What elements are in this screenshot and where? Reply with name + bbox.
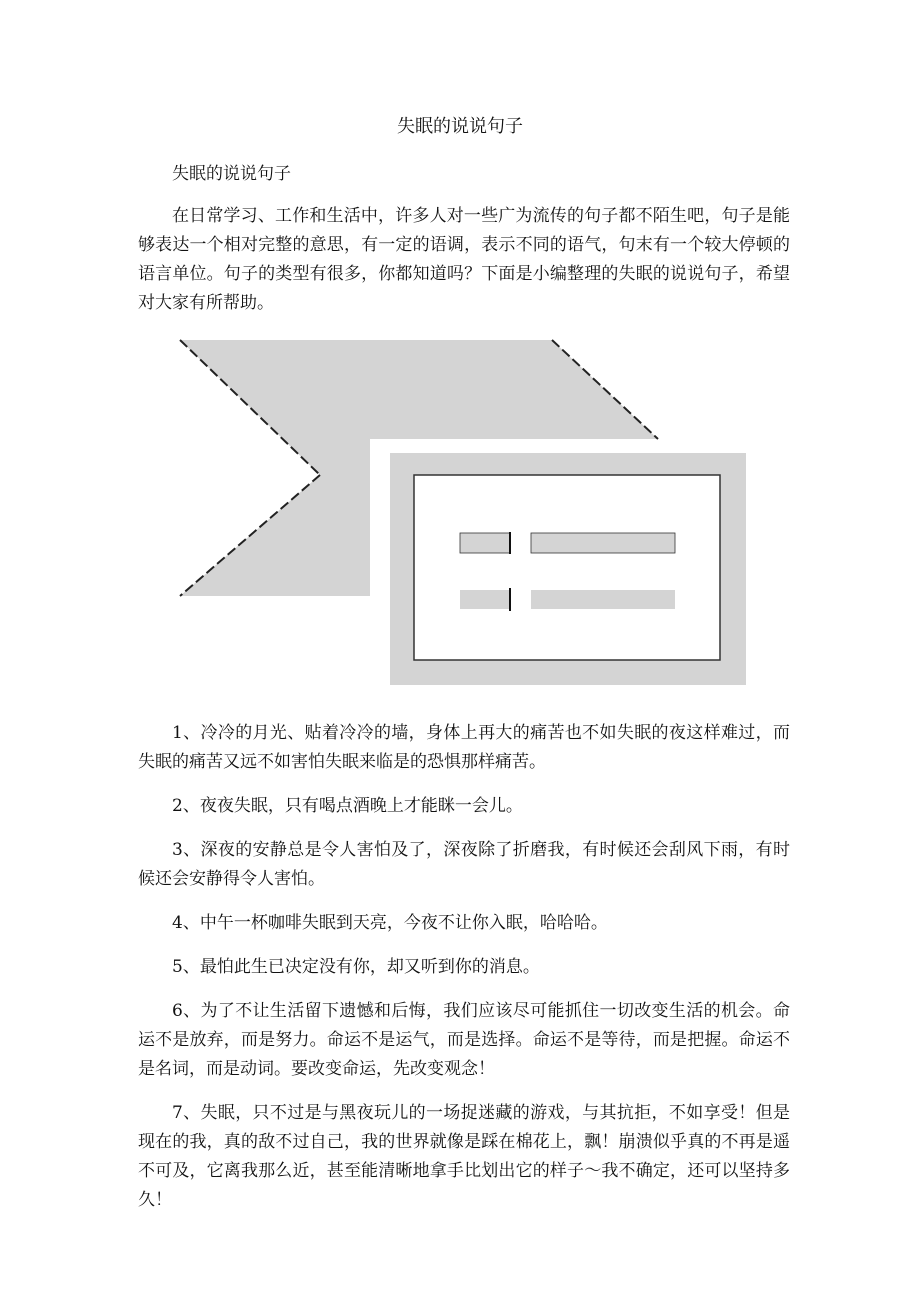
- page-title: 失眠的说说句子: [397, 116, 523, 137]
- list-item: 4、中午一杯咖啡失眠到天亮，今夜不让你入眠，哈哈哈。: [172, 913, 608, 933]
- list-item: 2、夜夜失眠，只有喝点酒晚上才能眯一会儿。: [172, 796, 523, 816]
- document-placeholder-icon: [138, 336, 790, 711]
- card-row-2-value: [531, 590, 675, 609]
- list-item: 5、最怕此生已决定没有你，却又听到你的消息。: [172, 957, 540, 977]
- card-row-1-label: [460, 533, 510, 553]
- list-item: 6、为了不让生活留下遗憾和后悔，我们应该尽可能抓住一切改变生活的机会。命运不是放弃，而是努力。命运不是运气，而是选择。命运不是等待，而是把握。命运不是名词，而是动词。要改变命运，先改变观念！: [138, 1001, 790, 1079]
- card-inner: [414, 475, 720, 660]
- intro-paragraph: 在日常学习、工作和生活中，许多人对一些广为流传的句子都不陌生吧，句子是能够表达一个相对完整的意思，有一定的语调，表示不同的语气，句末有一个较大停顿的语言单位。句子的类型有很多，你都知道吗？下面是小编整理的失眠的说说句子，希望对大家有所帮助。: [138, 206, 790, 313]
- card-row-1-value: [531, 533, 675, 553]
- document-body: [138, 160, 790, 1230]
- card-row-2-label: [460, 590, 510, 609]
- list-item: 7、失眠，只不过是与黑夜玩儿的一场捉迷藏的游戏，与其抗拒，不如享受！但是现在的我，真的敌不过自己，我的世界就像是踩在棉花上，飘！崩溃似乎真的不再是遥不可及，它离我那么近，甚至能清晰地拿手比划出它的样子～我不确定，还可以坚持多久！: [138, 1103, 790, 1210]
- document-placeholder-icon: [138, 336, 790, 711]
- list-item: 3、深夜的安静总是令人害怕及了，深夜除了折磨我，有时候还会刮风下雨，有时候还会安静得令人害怕。: [138, 840, 790, 889]
- list-item: 1、冷冷的月光、贴着冷冷的墙，身体上再大的痛苦也不如失眠的夜这样难过，而失眠的痛苦又远不如害怕失眠来临是的恐惧那样痛苦。: [138, 723, 790, 772]
- document-subtitle: 失眠的说说句子: [172, 164, 291, 184]
